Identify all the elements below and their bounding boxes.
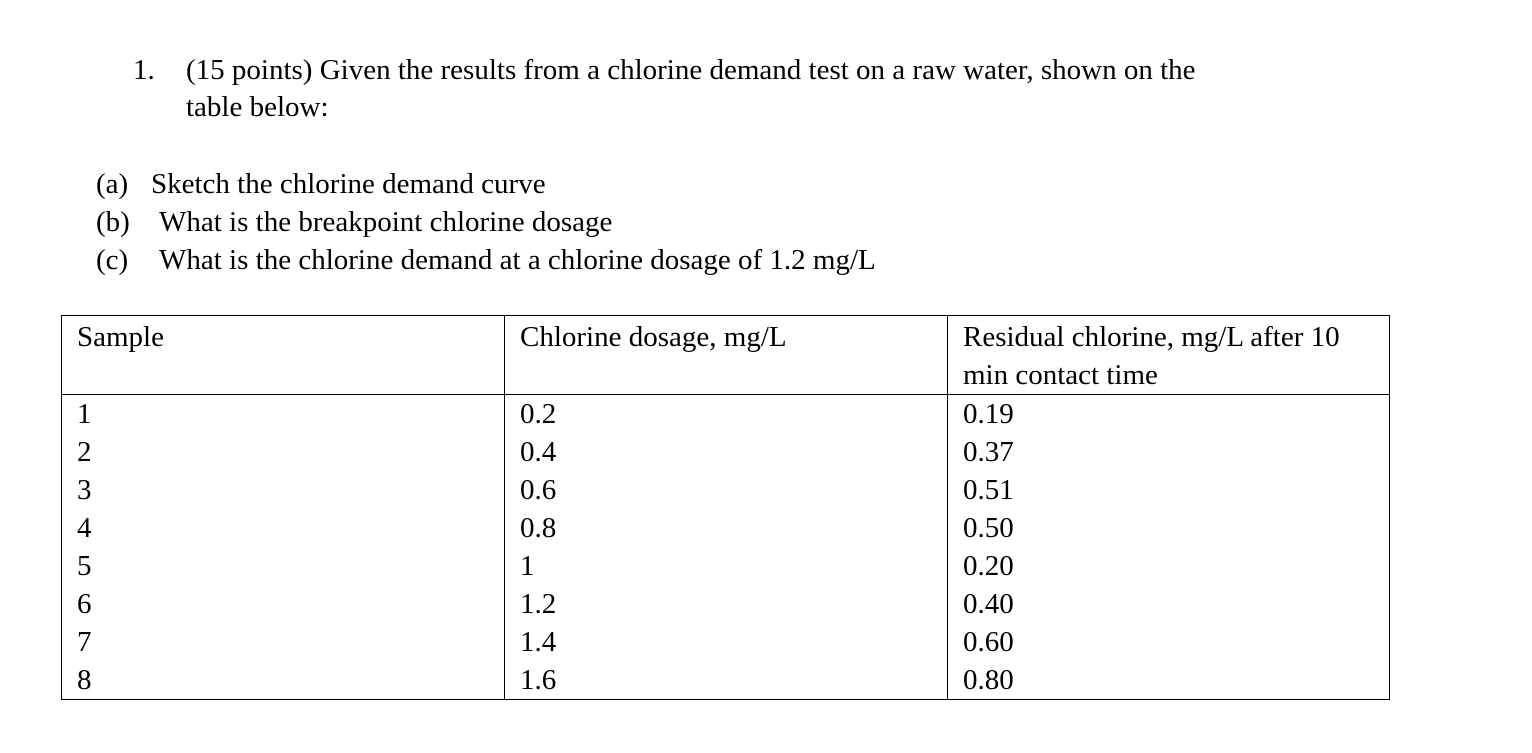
part-b-text: What is the breakpoint chlorine dosage bbox=[159, 206, 613, 238]
cell-dosage: 0.6 bbox=[505, 471, 948, 509]
problem-text bbox=[186, 52, 1386, 126]
cell-sample: 2 bbox=[62, 433, 505, 471]
cell-residual: 0.51 bbox=[948, 471, 1390, 509]
cell-residual: 0.50 bbox=[948, 509, 1390, 547]
table-row bbox=[62, 471, 1390, 509]
cell-sample: 4 bbox=[62, 509, 505, 547]
cell-residual: 0.60 bbox=[948, 623, 1390, 661]
cell-sample: 1 bbox=[62, 395, 505, 434]
cell-sample: 3 bbox=[62, 471, 505, 509]
problem-line-1: (15 points) Given the results from a chlorine demand test on a raw water, shown on the bbox=[186, 54, 1196, 86]
part-a-label: (a) bbox=[96, 168, 129, 200]
table-row bbox=[62, 547, 1390, 585]
cell-dosage: 1.6 bbox=[505, 661, 948, 700]
table-row bbox=[62, 623, 1390, 661]
cell-sample: 5 bbox=[62, 547, 505, 585]
cell-dosage: 0.4 bbox=[505, 433, 948, 471]
part-b-label: (b) bbox=[96, 206, 130, 238]
table-row bbox=[62, 509, 1390, 547]
cell-sample: 7 bbox=[62, 623, 505, 661]
cell-dosage: 1.4 bbox=[505, 623, 948, 661]
cell-sample: 8 bbox=[62, 661, 505, 700]
header-chlorine-dosage: Chlorine dosage, mg/L bbox=[505, 316, 948, 395]
chlorine-demand-table bbox=[61, 315, 1390, 700]
cell-residual: 0.40 bbox=[948, 585, 1390, 623]
cell-residual: 0.20 bbox=[948, 547, 1390, 585]
part-a-text: Sketch the chlorine demand curve bbox=[151, 168, 546, 200]
cell-dosage: 1.2 bbox=[505, 585, 948, 623]
cell-residual: 0.19 bbox=[948, 395, 1390, 434]
cell-residual: 0.37 bbox=[948, 433, 1390, 471]
table-header-row bbox=[62, 316, 1390, 395]
header-residual-chlorine: Residual chlorine, mg/L after 10 min contact time bbox=[948, 316, 1390, 395]
header-sample: Sample bbox=[62, 316, 505, 395]
part-c-label: (c) bbox=[96, 244, 129, 276]
cell-dosage: 0.8 bbox=[505, 509, 948, 547]
table-row bbox=[62, 433, 1390, 471]
part-c-text: What is the chlorine demand at a chlorine dosage of 1.2 mg/L bbox=[159, 244, 876, 276]
table-row bbox=[62, 585, 1390, 623]
table-row bbox=[62, 395, 1390, 434]
cell-dosage: 1 bbox=[505, 547, 948, 585]
problem-line-2: table below: bbox=[186, 91, 329, 123]
cell-dosage: 0.2 bbox=[505, 395, 948, 434]
cell-sample: 6 bbox=[62, 585, 505, 623]
problem-number: 1. bbox=[133, 54, 155, 86]
table-row bbox=[62, 661, 1390, 700]
cell-residual: 0.80 bbox=[948, 661, 1390, 700]
